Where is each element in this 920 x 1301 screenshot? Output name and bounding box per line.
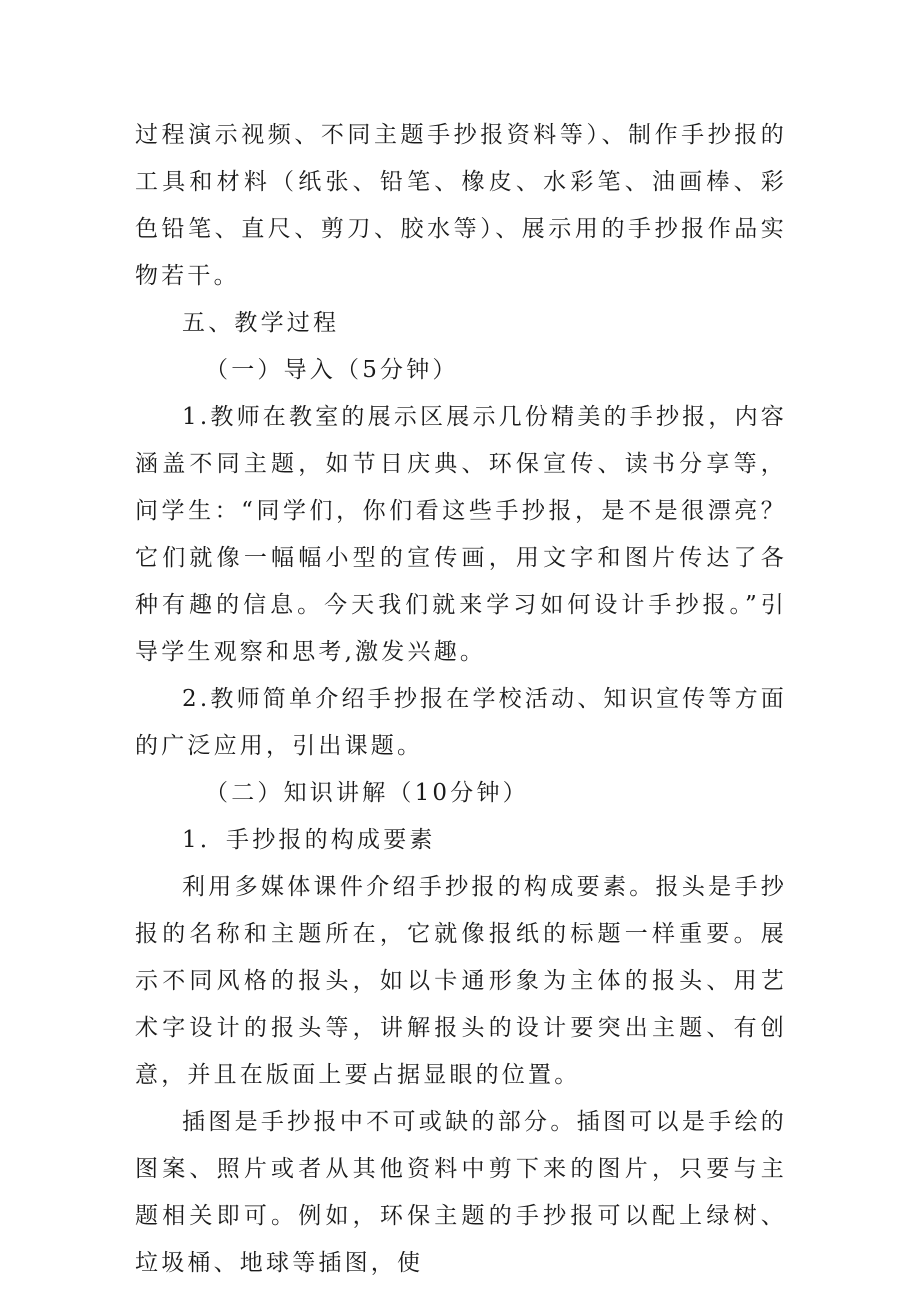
item-heading-elements: 1．手抄报的构成要素 xyxy=(182,827,436,853)
paragraph-header-element: 利用多媒体课件介绍手抄报的构成要素。报头是手抄报的名称和主题所在，它就像报纸的标题一样重要。展示不同风格的报头，如以卡通形象为主体的报头、用艺术字设计的报头等，讲解报头的设计要突出主题、有创意，并且在版面上要占据显眼的位置。 xyxy=(135,874,787,1088)
section-heading-teaching-process: 五、教学过程 xyxy=(182,310,340,336)
paragraph-intro-item-1: 1.教师在教室的展示区展示几份精美的手抄报，内容涵盖不同主题，如节日庆典、环保宣传、读书分享等，问学生：“同学们，你们看这些手抄报，是不是很漂亮？它们就像一幅幅小型的宣传画，用文字和图片传达了各种有趣的信息。今天我们就来学习如何设计手抄报。”引导学生观察和思考,激发兴趣。 xyxy=(135,404,787,665)
paragraph-intro-item-2: 2.教师简单介绍手抄报在学校活动、知识宣传等方面的广泛应用，引出课题。 xyxy=(135,686,787,759)
paragraph-illustration-element: 插图是手抄报中不可或缺的部分。插图可以是手绘的图案、照片或者从其他资料中剪下来的图片，只要与主题相关即可。例如，环保主题的手抄报可以配上绿树、垃圾桶、地球等插图，使 xyxy=(135,1109,787,1276)
subsection-heading-introduction: （一）导入（5分钟） xyxy=(205,357,459,383)
paragraph-materials: 过程演示视频、不同主题手抄报资料等）、制作手抄报的工具和材料（纸张、铅笔、橡皮、水彩笔、油画棒、彩色铅笔、直尺、剪刀、胶水等）、展示用的手抄报作品实物若干。 xyxy=(135,122,787,289)
document-body xyxy=(135,112,787,1287)
subsection-heading-knowledge: （二）知识讲解（10分钟） xyxy=(205,780,529,806)
